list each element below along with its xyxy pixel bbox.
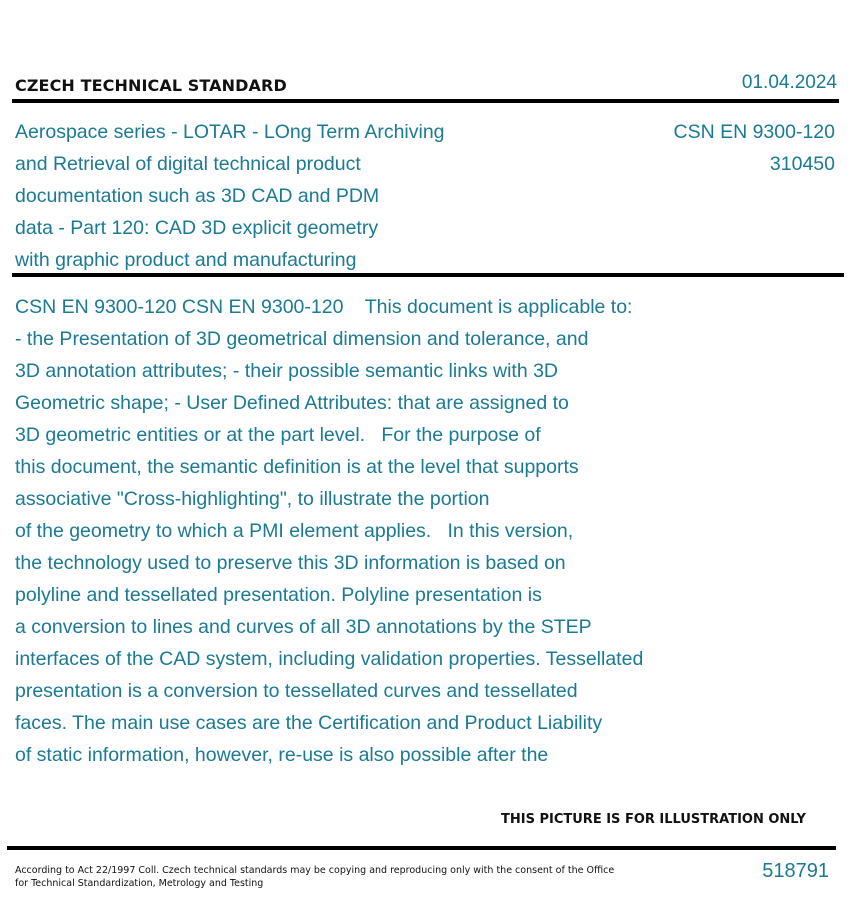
- abstract-line: CSN EN 9300-120 CSN EN 9300-120 This document is applicable to:: [15, 296, 633, 318]
- bottom-rule: [7, 846, 836, 850]
- standard-header-label: CZECH TECHNICAL STANDARD: [15, 76, 287, 95]
- title-line: with graphic product and manufacturing: [15, 249, 357, 271]
- abstract-line: Geometric shape; - User Defined Attributes: that are assigned to: [15, 392, 569, 414]
- publication-date: 01.04.2024: [741, 72, 837, 93]
- abstract-line: a conversion to lines and curves of all 3D annotations by the STEP: [15, 616, 592, 638]
- title-line: data - Part 120: CAD 3D explicit geometry: [15, 217, 379, 239]
- standard-number: CSN EN 9300-120: [673, 121, 835, 143]
- abstract-line: the technology used to preserve this 3D information is based on: [15, 552, 566, 574]
- abstract-line: interfaces of the CAD system, including validation properties. Tessellated: [15, 648, 644, 670]
- abstract-line: 3D annotation attributes; - their possible semantic links with 3D: [15, 360, 559, 382]
- standard-codes: [673, 116, 835, 180]
- abstract-line: faces. The main use cases are the Certification and Product Liability: [15, 712, 603, 734]
- abstract-line: - the Presentation of 3D geometrical dimension and tolerance, and: [15, 328, 589, 350]
- title-line: and Retrieval of digital technical product: [15, 153, 361, 175]
- abstract-line: polyline and tessellated presentation. Polyline presentation is: [15, 584, 542, 606]
- abstract-line: presentation is a conversion to tessellated curves and tessellated: [15, 680, 578, 702]
- standard-title: [15, 116, 535, 276]
- legal-footnote-line: According to Act 22/1997 Coll. Czech technical standards may be copying and reproducing only with the consent of the Office: [15, 865, 615, 876]
- abstract-line: 3D geometric entities or at the part level. For the purpose of: [15, 424, 541, 446]
- legal-footnote: [15, 864, 615, 890]
- abstract-line: of static information, however, re-use is also possible after the: [15, 744, 549, 766]
- document-id: 518791: [762, 860, 829, 882]
- title-line: documentation such as 3D CAD and PDM: [15, 185, 380, 207]
- title-line: Aerospace series - LOTAR - LOng Term Archiving: [15, 121, 445, 143]
- classification-number: 310450: [769, 153, 835, 175]
- abstract-text: [15, 291, 735, 771]
- illustration-notice: THIS PICTURE IS FOR ILLUSTRATION ONLY: [501, 812, 806, 827]
- middle-rule: [12, 273, 844, 277]
- abstract-line: of the geometry to which a PMI element applies. In this version,: [15, 520, 574, 542]
- legal-footnote-line: for Technical Standardization, Metrology and Testing: [15, 878, 264, 889]
- top-rule: [12, 99, 839, 103]
- abstract-line: associative "Cross-highlighting", to illustrate the portion: [15, 488, 490, 510]
- abstract-line: this document, the semantic definition is at the level that supports: [15, 456, 579, 478]
